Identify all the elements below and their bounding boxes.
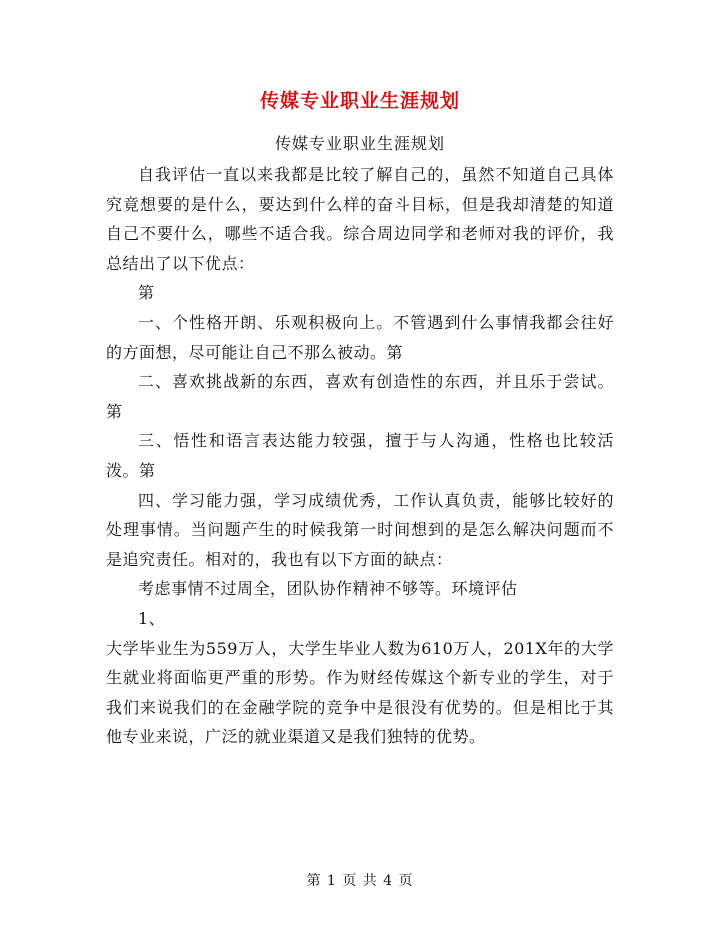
paragraph-first-marker: 第 (138, 283, 155, 303)
page-footer: 第 1 页 共 4 页 (306, 873, 414, 889)
paragraph-strength-1: 一、个性格开朗、乐观积极向上。不管遇到什么事情我都会往好的方面想，尽可能让自己不那么被动。第 (106, 312, 614, 362)
document-title: 传媒专业职业生涯规划 (259, 90, 460, 112)
paragraph-strength-4: 四、学习能力强，学习成绩优秀，工作认真负责，能够比较好的处理事情。当问题产生的时候我第一时间想到的是怎么解决问题而不是追究责任。相对的，我也有以下方面的缺点： (106, 490, 614, 569)
document-body (106, 160, 614, 752)
paragraph-strength-2: 二、喜欢挑战新的东西，喜欢有创造性的东西，并且乐于尝试。第 (106, 372, 614, 421)
paragraph-self-assessment: 自我评估一直以来我都是比较了解自己的，虽然不知道自己具体究竟想要的是什么，要达到什么样的奋斗目标，但是我却清楚的知道自己不要什么，哪些不适合我。综合周边同学和老师对我的评价，我总结出了以下优点： (106, 165, 614, 273)
paragraph-employment: 大学毕业生为559万人，大学生毕业人数为610万人，201X年的大学生就业将面临更严重的形势。作为财经传媒这个新专业的学生，对于我们来说我们的在金融学院的竞争中是很没有优势的。但是相比于其他专业来说，广泛的就业渠道又是我们独特的优势。 (106, 638, 614, 747)
document-subtitle: 传媒专业职业生涯规划 (274, 134, 445, 153)
paragraph-strength-3: 三、悟性和语言表达能力较强，擅于与人沟通，性格也比较活泼。第 (106, 431, 614, 480)
paragraph-weakness: 考虑事情不过周全，团队协作精神不够等。环境评估 (138, 579, 518, 599)
paragraph-number-1: 1、 (138, 608, 166, 628)
